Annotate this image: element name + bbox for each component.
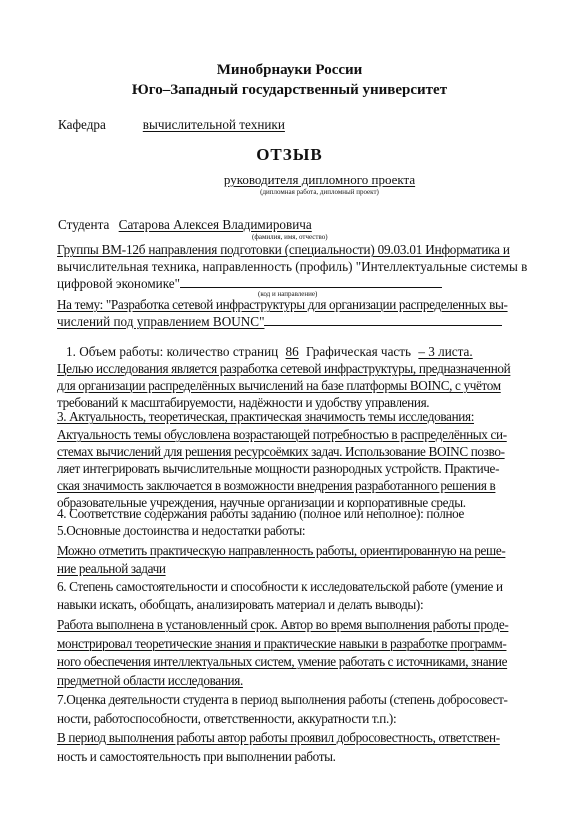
section-3-heading: 3. Актуальность, теоретическая, практическая значимость темы исследования:	[57, 409, 475, 424]
section-6-heading-2: навыки искать, обобщать, анализировать материал и делать выводы):	[57, 597, 424, 612]
section-3-body	[57, 426, 549, 511]
university-title: Юго–Западный государственный университет	[131, 82, 448, 98]
volume-prefix: 1. Объем работы: количество страниц	[66, 344, 279, 359]
section-5-line-1: Можно отметить практическую направленность работы, ориентированную на реше-	[57, 543, 506, 558]
section-6-body	[57, 616, 549, 690]
section-3-line-1: Актуальность темы обусловлена возрастающей потребностью в распределённых си-	[57, 427, 507, 442]
section-3-line-3: ляет интегрировать вычислительные мощности разнородных устройств. Практиче-	[57, 461, 500, 476]
section-6-line-3: ного обеспечения интеллектуальных систем, умение работать с источниками, знание	[57, 654, 508, 669]
section-5-line-2: ние реальной задачи	[57, 561, 166, 576]
document-title: ОТЗЫВ	[256, 145, 323, 164]
student-name: Сатарова Алексея Владимировича	[118, 217, 312, 232]
section-6-line-4: предметной области исследования.	[57, 672, 243, 688]
section-4-compliance: 4. Соответствие содержания работы заданию (полное или неполное): полное	[57, 506, 465, 521]
section-3-line-2: стемах вычислений для решения ресурсоёмких задач. Использование BOINC позво-	[57, 444, 505, 459]
section-6-line-1: Работа выполнена в установленный срок. Автор во время выполнения работы проде-	[57, 617, 509, 632]
goal-block	[57, 360, 549, 411]
topic-line-2: числений под управлением BOUNC"	[57, 313, 549, 330]
section-7-heading-1: 7.Оценка деятельности студента в период выполнения работы (степень добросовест-	[57, 692, 508, 707]
volume-graphic: Графическая часть	[306, 344, 412, 359]
goal-line-3: требований к масштабируемости, надёжности и удобству управления.	[57, 395, 430, 410]
volume-sheets: – 3 листа.	[418, 344, 473, 359]
document-subtitle	[60, 172, 579, 188]
group-line-3: цифровой экономике"	[57, 275, 549, 292]
topic-block	[57, 296, 549, 330]
volume-pages: 86	[285, 344, 299, 359]
section-7-line-2: ность и самостоятельность при выполнении работы.	[57, 749, 336, 764]
subtitle-text: руководителя дипломного проекта	[223, 172, 416, 187]
section-6-heading	[57, 578, 549, 614]
section-1-volume	[66, 344, 473, 359]
subtitle-hint: (дипломная работа, дипломный проект)	[260, 188, 379, 196]
section-5-heading: 5.Основные достоинства и недостатки работы:	[57, 523, 306, 538]
student-hint: (фамилия, имя, отчество)	[252, 233, 328, 241]
group-line-1: Группы ВМ-12б направления подготовки (специальности) 09.03.01 Информатика и	[57, 242, 510, 257]
group-hint: (код и направление)	[258, 290, 318, 298]
department-value: вычислительной техники	[142, 117, 285, 132]
section-5-body	[57, 542, 549, 578]
group-line-2: вычислительная техника, направленность (профиль) "Интеллектуальные системы в	[57, 259, 528, 274]
topic-line-1: На тему: "Разработка сетевой инфраструктуры для организации распределенных вы-	[57, 297, 508, 312]
section-3-line-5: образовательные учреждения, научные организации и корпоративные среды.	[57, 495, 466, 510]
department-label: Кафедра	[58, 117, 106, 132]
section-6-line-2: монстрировал теоретические знания и практические навыки в разработке программ-	[57, 635, 507, 651]
student-label: Студента	[58, 217, 110, 232]
goal-line-2: для организации распределённых вычислений на базе платформы BOINC, с учётом	[57, 378, 501, 393]
section-7-line-1: В период выполнения работы автор работы проявил добросовестность, ответствен-	[57, 730, 500, 745]
section-3-line-4: ская значимость заключается в возможности внедрения разработанного решения в	[57, 478, 496, 493]
section-6-heading-1: 6. Степень самостоятельности и способности к исследовательской работе (умение и	[57, 579, 503, 594]
section-7-body	[57, 728, 549, 766]
student-line	[58, 217, 370, 232]
department-line	[58, 117, 322, 132]
group-block	[57, 241, 549, 292]
section-7-heading-2: ности, работоспособности, ответственности, аккуратности т.п.):	[57, 711, 397, 726]
ministry-title: Минобрнауки России	[216, 62, 363, 78]
goal-line-1: Целью исследования является разработка сетевой инфраструктуры, предназначенной	[57, 361, 511, 376]
section-7-heading	[57, 690, 549, 728]
